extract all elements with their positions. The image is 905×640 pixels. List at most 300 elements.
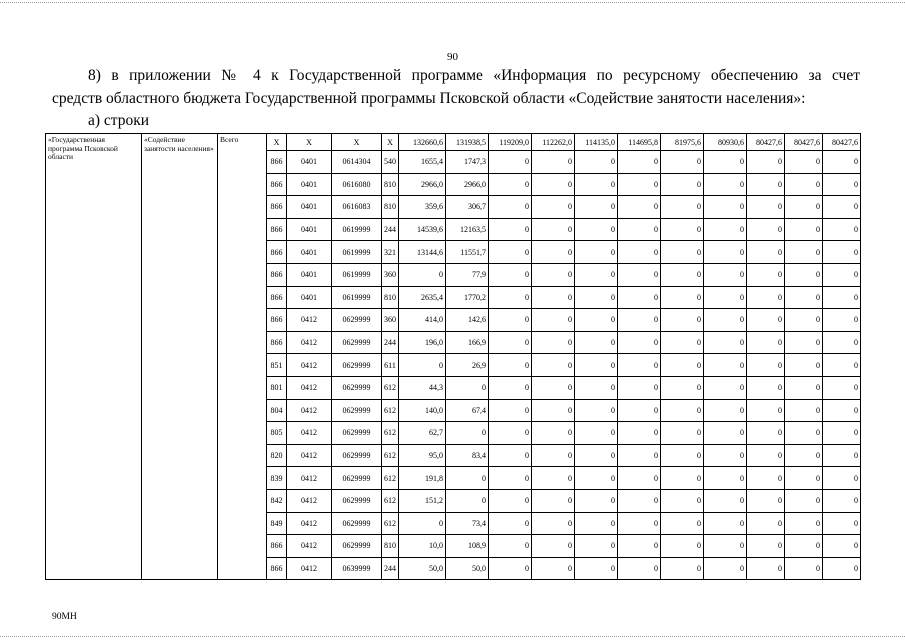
value-cell: 0 [704, 173, 747, 196]
value-cell: 0 [532, 376, 575, 399]
subheading: а) строки [88, 112, 150, 129]
admin-code-cell: 866 [267, 309, 287, 332]
value-cell: 0 [618, 557, 661, 580]
value-cell: 0 [661, 151, 704, 174]
header-admin-code-cell: X [267, 134, 287, 151]
value-cell: 191,8 [399, 467, 446, 490]
value-cell: 0 [785, 263, 823, 286]
value-cell: 0 [704, 286, 747, 309]
value-cell: 50,0 [446, 557, 489, 580]
value-cell: 0 [747, 512, 785, 535]
value-cell: 83,4 [446, 444, 489, 467]
admin-code-cell: 866 [267, 241, 287, 264]
section-code-cell: 0401 [287, 263, 332, 286]
value-cell: 0 [489, 196, 532, 219]
expense-type-cell: 612 [382, 376, 399, 399]
value-cell: 0 [785, 444, 823, 467]
value-cell: 0 [704, 309, 747, 332]
value-cell: 0 [785, 286, 823, 309]
admin-code-cell: 842 [267, 489, 287, 512]
value-cell: 0 [489, 218, 532, 241]
value-cell: 0 [823, 309, 861, 332]
admin-code-cell: 801 [267, 376, 287, 399]
scan-edge-bottom [0, 636, 905, 637]
expense-type-cell: 360 [382, 263, 399, 286]
section-code-cell: 0401 [287, 151, 332, 174]
value-cell: 0 [704, 241, 747, 264]
value-cell: 0 [575, 286, 618, 309]
value-cell: 0 [747, 309, 785, 332]
resource-table [45, 133, 861, 580]
value-cell: 0 [399, 354, 446, 377]
value-cell: 0 [618, 535, 661, 558]
value-cell: 0 [785, 331, 823, 354]
heading-line-1: 8) в приложении № 4 к Государственной программе «Информация по ресурсному обеспечению за счет [88, 67, 860, 84]
value-cell: 0 [575, 535, 618, 558]
value-cell: 0 [785, 241, 823, 264]
value-cell: 0 [618, 263, 661, 286]
section-code-cell: 0401 [287, 241, 332, 264]
section-code-cell: 0412 [287, 467, 332, 490]
value-cell: 0 [489, 557, 532, 580]
target-code-cell: 0629999 [332, 376, 382, 399]
header-value-cell: 131938,5 [446, 134, 489, 151]
value-cell: 0 [747, 489, 785, 512]
admin-code-cell: 839 [267, 467, 287, 490]
value-cell: 0 [823, 444, 861, 467]
value-cell: 0 [575, 331, 618, 354]
value-cell: 140,0 [399, 399, 446, 422]
header-value-cell: 80427,6 [823, 134, 861, 151]
value-cell: 166,9 [446, 331, 489, 354]
value-cell: 0 [704, 263, 747, 286]
admin-code-cell: 805 [267, 422, 287, 445]
footer-code: 90МН [52, 612, 77, 622]
value-cell: 0 [661, 354, 704, 377]
value-cell: 0 [489, 512, 532, 535]
value-cell: 0 [532, 151, 575, 174]
value-cell: 0 [747, 535, 785, 558]
value-cell: 0 [532, 173, 575, 196]
section-code-cell: 0401 [287, 286, 332, 309]
value-cell: 0 [823, 557, 861, 580]
value-cell: 0 [618, 376, 661, 399]
value-cell: 0 [823, 331, 861, 354]
value-cell: 0 [489, 331, 532, 354]
value-cell: 50,0 [399, 557, 446, 580]
value-cell: 0 [747, 354, 785, 377]
scan-edge-top [0, 2, 905, 3]
value-cell: 0 [489, 422, 532, 445]
value-cell: 0 [399, 263, 446, 286]
value-cell: 0 [661, 489, 704, 512]
expense-type-cell: 810 [382, 196, 399, 219]
target-code-cell: 0629999 [332, 422, 382, 445]
value-cell: 0 [661, 467, 704, 490]
target-code-cell: 0619999 [332, 263, 382, 286]
expense-type-cell: 244 [382, 557, 399, 580]
value-cell: 0 [575, 557, 618, 580]
header-value-cell: 114695,8 [618, 134, 661, 151]
value-cell: 0 [575, 422, 618, 445]
value-cell: 0 [704, 196, 747, 219]
value-cell: 0 [661, 241, 704, 264]
admin-code-cell: 866 [267, 557, 287, 580]
expense-type-cell: 244 [382, 331, 399, 354]
section-code-cell: 0412 [287, 309, 332, 332]
header-value-cell: 80930,6 [704, 134, 747, 151]
value-cell: 0 [747, 467, 785, 490]
target-code-cell: 0629999 [332, 489, 382, 512]
expense-type-cell: 612 [382, 489, 399, 512]
value-cell: 196,0 [399, 331, 446, 354]
value-cell: 0 [661, 535, 704, 558]
value-cell: 0 [575, 399, 618, 422]
admin-code-cell: 866 [267, 286, 287, 309]
value-cell: 2966,0 [399, 173, 446, 196]
section-code-cell: 0412 [287, 376, 332, 399]
value-cell: 0 [785, 512, 823, 535]
value-cell: 0 [704, 331, 747, 354]
value-cell: 0 [747, 196, 785, 219]
value-cell: 0 [823, 467, 861, 490]
value-cell: 0 [532, 422, 575, 445]
value-cell: 77,9 [446, 263, 489, 286]
value-cell: 1770,2 [446, 286, 489, 309]
header-expense-type-cell: X [382, 134, 399, 151]
value-cell: 0 [489, 489, 532, 512]
resource-table-body [46, 134, 861, 580]
value-cell: 0 [704, 444, 747, 467]
admin-code-cell: 866 [267, 173, 287, 196]
value-cell: 95,0 [399, 444, 446, 467]
value-cell: 67,4 [446, 399, 489, 422]
value-cell: 1655,4 [399, 151, 446, 174]
expense-type-cell: 321 [382, 241, 399, 264]
value-cell: 0 [823, 241, 861, 264]
value-cell: 0 [618, 241, 661, 264]
value-cell: 0 [785, 309, 823, 332]
value-cell: 0 [489, 151, 532, 174]
target-code-cell: 0629999 [332, 467, 382, 490]
value-cell: 0 [489, 467, 532, 490]
value-cell: 0 [823, 489, 861, 512]
value-cell: 0 [489, 241, 532, 264]
target-code-cell: 0629999 [332, 399, 382, 422]
value-cell: 26,9 [446, 354, 489, 377]
value-cell: 0 [575, 218, 618, 241]
value-cell: 0 [785, 196, 823, 219]
value-cell: 0 [446, 467, 489, 490]
program-name-cell: «Государственная программа Псковской области [46, 134, 142, 580]
value-cell: 11551,7 [446, 241, 489, 264]
value-cell: 0 [704, 422, 747, 445]
expense-type-cell: 540 [382, 151, 399, 174]
expense-type-cell: 612 [382, 422, 399, 445]
value-cell: 0 [661, 444, 704, 467]
expense-type-cell: 810 [382, 173, 399, 196]
value-cell: 0 [704, 557, 747, 580]
value-cell: 0 [747, 263, 785, 286]
value-cell: 0 [747, 241, 785, 264]
section-code-cell: 0412 [287, 354, 332, 377]
value-cell: 0 [489, 535, 532, 558]
value-cell: 0 [618, 151, 661, 174]
value-cell: 0 [532, 218, 575, 241]
value-cell: 0 [661, 376, 704, 399]
value-cell: 0 [489, 376, 532, 399]
value-cell: 0 [489, 286, 532, 309]
value-cell: 0 [661, 422, 704, 445]
header-section-code-cell: X [287, 134, 332, 151]
target-code-cell: 0629999 [332, 444, 382, 467]
value-cell: 0 [823, 376, 861, 399]
admin-code-cell: 866 [267, 331, 287, 354]
value-cell: 0 [532, 467, 575, 490]
value-cell: 0 [532, 512, 575, 535]
value-cell: 0 [618, 354, 661, 377]
value-cell: 0 [704, 489, 747, 512]
value-cell: 0 [575, 467, 618, 490]
value-cell: 0 [661, 309, 704, 332]
header-value-cell: 132660,6 [399, 134, 446, 151]
expense-type-cell: 612 [382, 444, 399, 467]
value-cell: 0 [661, 512, 704, 535]
value-cell: 0 [747, 286, 785, 309]
expense-type-cell: 612 [382, 399, 399, 422]
value-cell: 142,6 [446, 309, 489, 332]
value-cell: 0 [704, 399, 747, 422]
value-cell: 0 [661, 263, 704, 286]
value-cell: 0 [747, 331, 785, 354]
section-code-cell: 0412 [287, 512, 332, 535]
value-cell: 0 [532, 196, 575, 219]
value-cell: 0 [823, 173, 861, 196]
value-cell: 0 [823, 399, 861, 422]
value-cell: 0 [747, 151, 785, 174]
section-code-cell: 0412 [287, 399, 332, 422]
expense-type-cell: 612 [382, 512, 399, 535]
value-cell: 0 [618, 196, 661, 219]
value-cell: 0 [618, 218, 661, 241]
value-cell: 0 [618, 286, 661, 309]
target-code-cell: 0629999 [332, 309, 382, 332]
value-cell: 0 [575, 263, 618, 286]
value-cell: 12163,5 [446, 218, 489, 241]
value-cell: 0 [785, 399, 823, 422]
value-cell: 0 [661, 557, 704, 580]
value-cell: 0 [785, 422, 823, 445]
value-cell: 0 [618, 512, 661, 535]
value-cell: 0 [446, 422, 489, 445]
value-cell: 0 [823, 286, 861, 309]
admin-code-cell: 849 [267, 512, 287, 535]
value-cell: 359,6 [399, 196, 446, 219]
admin-code-cell: 866 [267, 535, 287, 558]
value-cell: 0 [532, 241, 575, 264]
value-cell: 0 [704, 354, 747, 377]
heading-line-2: средств областного бюджета Государственной программы Псковской области «Содействие занятости населения»: [52, 90, 806, 107]
admin-code-cell: 851 [267, 354, 287, 377]
value-cell: 0 [823, 196, 861, 219]
value-cell: 0 [661, 173, 704, 196]
value-cell: 0 [661, 218, 704, 241]
value-cell: 0 [785, 376, 823, 399]
value-cell: 414,0 [399, 309, 446, 332]
admin-code-cell: 820 [267, 444, 287, 467]
value-cell: 0 [661, 399, 704, 422]
section-code-cell: 0412 [287, 444, 332, 467]
value-cell: 0 [785, 535, 823, 558]
expense-type-cell: 810 [382, 286, 399, 309]
expense-type-cell: 810 [382, 535, 399, 558]
value-cell: 0 [747, 422, 785, 445]
value-cell: 108,9 [446, 535, 489, 558]
value-cell: 0 [704, 218, 747, 241]
value-cell: 44,3 [399, 376, 446, 399]
section-code-cell: 0412 [287, 557, 332, 580]
value-cell: 0 [618, 422, 661, 445]
header-value-cell: 119209,0 [489, 134, 532, 151]
target-code-cell: 0616080 [332, 173, 382, 196]
value-cell: 0 [399, 512, 446, 535]
value-cell: 0 [446, 489, 489, 512]
value-cell: 0 [489, 444, 532, 467]
header-value-cell: 81975,6 [661, 134, 704, 151]
value-cell: 0 [575, 512, 618, 535]
value-cell: 0 [575, 309, 618, 332]
target-code-cell: 0619999 [332, 218, 382, 241]
value-cell: 0 [618, 399, 661, 422]
expense-type-cell: 611 [382, 354, 399, 377]
value-cell: 0 [489, 399, 532, 422]
value-cell: 0 [489, 354, 532, 377]
total-label-cell: Всего [218, 134, 267, 580]
section-code-cell: 0412 [287, 489, 332, 512]
section-code-cell: 0401 [287, 218, 332, 241]
section-code-cell: 0401 [287, 196, 332, 219]
value-cell: 0 [618, 173, 661, 196]
value-cell: 0 [747, 557, 785, 580]
value-cell: 0 [575, 151, 618, 174]
value-cell: 0 [785, 489, 823, 512]
value-cell: 0 [747, 218, 785, 241]
value-cell: 0 [823, 535, 861, 558]
value-cell: 0 [785, 557, 823, 580]
value-cell: 0 [532, 331, 575, 354]
section-code-cell: 0401 [287, 173, 332, 196]
value-cell: 0 [575, 173, 618, 196]
value-cell: 10,0 [399, 535, 446, 558]
value-cell: 0 [575, 376, 618, 399]
value-cell: 0 [785, 173, 823, 196]
value-cell: 0 [747, 444, 785, 467]
value-cell: 0 [785, 354, 823, 377]
value-cell: 13144,6 [399, 241, 446, 264]
value-cell: 0 [489, 173, 532, 196]
value-cell: 0 [532, 444, 575, 467]
target-code-cell: 0619999 [332, 241, 382, 264]
admin-code-cell: 866 [267, 218, 287, 241]
value-cell: 0 [823, 218, 861, 241]
value-cell: 14539,6 [399, 218, 446, 241]
value-cell: 0 [532, 354, 575, 377]
value-cell: 0 [489, 263, 532, 286]
value-cell: 0 [575, 444, 618, 467]
value-cell: 73,4 [446, 512, 489, 535]
value-cell: 0 [618, 309, 661, 332]
target-code-cell: 0619999 [332, 286, 382, 309]
value-cell: 0 [575, 241, 618, 264]
value-cell: 0 [575, 489, 618, 512]
value-cell: 0 [661, 196, 704, 219]
target-code-cell: 0616083 [332, 196, 382, 219]
header-value-cell: 114135,0 [575, 134, 618, 151]
value-cell: 306,7 [446, 196, 489, 219]
value-cell: 0 [489, 309, 532, 332]
value-cell: 0 [618, 331, 661, 354]
value-cell: 0 [823, 422, 861, 445]
value-cell: 0 [532, 557, 575, 580]
header-value-cell: 80427,6 [747, 134, 785, 151]
value-cell: 0 [532, 309, 575, 332]
value-cell: 0 [575, 196, 618, 219]
section-code-cell: 0412 [287, 331, 332, 354]
section-code-cell: 0412 [287, 535, 332, 558]
value-cell: 0 [575, 354, 618, 377]
value-cell: 0 [704, 376, 747, 399]
value-cell: 0 [618, 444, 661, 467]
value-cell: 0 [823, 354, 861, 377]
page-number: 90 [447, 51, 458, 63]
value-cell: 0 [823, 512, 861, 535]
value-cell: 0 [532, 489, 575, 512]
target-code-cell: 0639999 [332, 557, 382, 580]
value-cell: 62,7 [399, 422, 446, 445]
value-cell: 2966,0 [446, 173, 489, 196]
value-cell: 0 [704, 535, 747, 558]
value-cell: 0 [532, 263, 575, 286]
value-cell: 0 [704, 467, 747, 490]
expense-type-cell: 612 [382, 467, 399, 490]
header-target-code-cell: X [332, 134, 382, 151]
target-code-cell: 0614304 [332, 151, 382, 174]
admin-code-cell: 866 [267, 263, 287, 286]
value-cell: 0 [704, 151, 747, 174]
value-cell: 0 [823, 263, 861, 286]
value-cell: 1747,3 [446, 151, 489, 174]
value-cell: 0 [661, 331, 704, 354]
expense-type-cell: 244 [382, 218, 399, 241]
header-value-cell: 112262,0 [532, 134, 575, 151]
value-cell: 0 [532, 535, 575, 558]
target-code-cell: 0629999 [332, 331, 382, 354]
value-cell: 151,2 [399, 489, 446, 512]
admin-code-cell: 866 [267, 151, 287, 174]
value-cell: 0 [747, 399, 785, 422]
value-cell: 0 [446, 376, 489, 399]
value-cell: 0 [823, 151, 861, 174]
admin-code-cell: 804 [267, 399, 287, 422]
value-cell: 0 [618, 489, 661, 512]
value-cell: 0 [661, 286, 704, 309]
value-cell: 0 [747, 376, 785, 399]
expense-type-cell: 360 [382, 309, 399, 332]
value-cell: 2635,4 [399, 286, 446, 309]
value-cell: 0 [747, 173, 785, 196]
target-code-cell: 0629999 [332, 512, 382, 535]
target-code-cell: 0629999 [332, 535, 382, 558]
